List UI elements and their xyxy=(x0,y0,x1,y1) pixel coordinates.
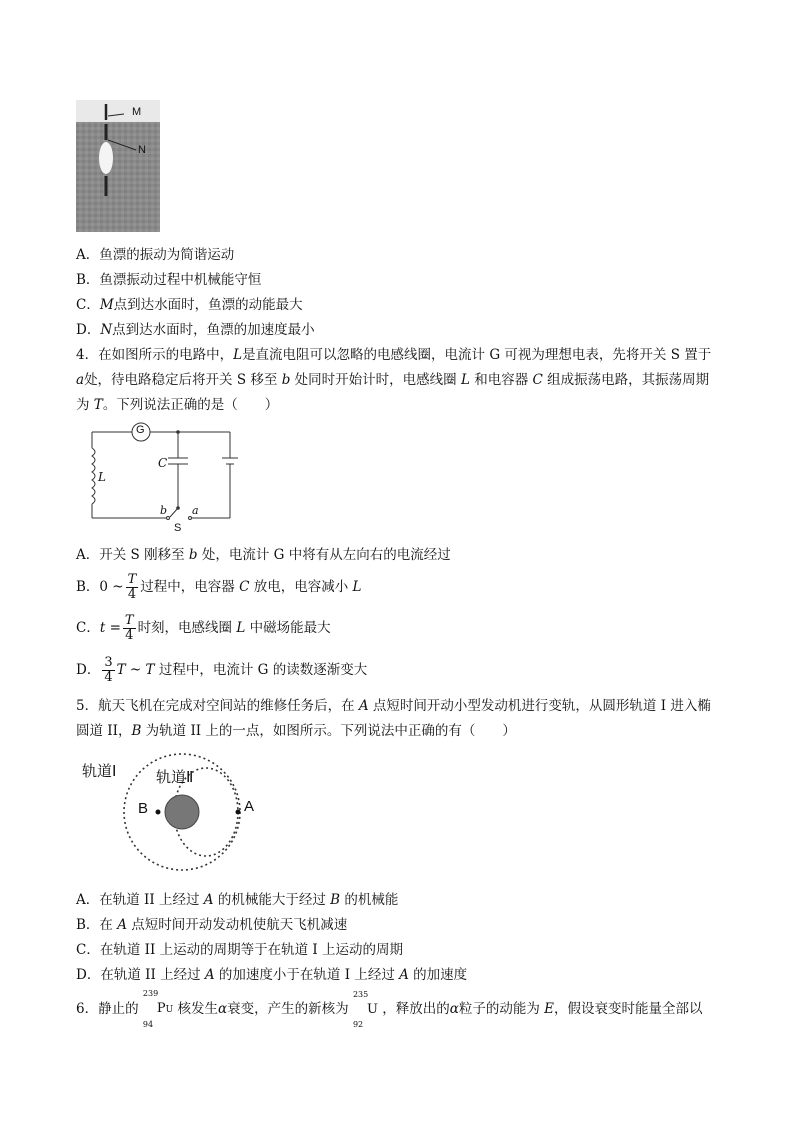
q3-option-b: B．鱼漂振动过程中机械能守恒 xyxy=(76,272,262,288)
plutonium-nuclide: 239 94 PU xyxy=(142,989,174,1029)
fishing-float-figure xyxy=(76,100,160,232)
orbit-2-label: 轨道Ⅱ xyxy=(156,769,194,786)
q4-stem-line3: 为 T。下列说法正确的是（ ） xyxy=(76,397,279,413)
fraction-3-over-4: $\frac{3}{4}$ xyxy=(104,655,113,685)
uranium-nuclide: 235 92 U xyxy=(352,989,378,1029)
q4-stem-line1: 4．在如图所示的电路中，L是直流电阻可以忽略的电感线圈，电流计 G 可视为理想电表，先将开关 S 置于 xyxy=(76,347,712,363)
fraction-t-over-4: $\frac{T}{4}$ xyxy=(124,613,134,643)
q5-option-a: A．在轨道 II 上经过 A 的机械能大于经过 B 的机械能 xyxy=(76,892,399,908)
point-a-label: A xyxy=(244,798,255,815)
fraction-t-over-4: $\frac{T}{4}$ xyxy=(127,572,137,602)
q4-option-a: A．开关 S 刚移至 b 处，电流计 G 中将有从左向右的电流经过 xyxy=(76,547,451,563)
q5-stem-line1: 5．航天飞机在完成对空间站的维修任务后，在 A 点短时间开动小型发动机进行变轨，从圆形轨道 I 进入椭 xyxy=(76,698,711,714)
q3-option-c: C．M点到达水面时，鱼漂的动能最大 xyxy=(76,297,303,313)
switch-s-label: S xyxy=(174,522,182,534)
q5-option-c: C．在轨道 II 上运动的周期等于在轨道 I 上运动的周期 xyxy=(76,942,403,958)
q5-option-d: D．在轨道 II 上经过 A 的加速度小于在轨道 I 上经过 A 的加速度 xyxy=(76,967,468,983)
capacitor-label: C xyxy=(158,456,168,470)
q5-option-b: B．在 A 点短时间开动发动机使航天飞机减速 xyxy=(76,917,348,933)
circuit-figure xyxy=(80,420,250,540)
q4-option-b: B．0 ~ $\frac{T}{4}$ 过程中，电容器 C 放电，电容减小 L xyxy=(76,572,362,602)
q4-option-c: C．t = $\frac{T}{4}$ 时刻，电感线圈 L 中磁场能最大 xyxy=(76,613,331,643)
q5-stem-line2: 圆道 II，B 为轨道 II 上的一点，如图所示。下列说法中正确的有（ ） xyxy=(76,723,516,739)
q4-option-d: D． $\frac{3}{4}$ T ~ T 过程中，电流计 G 的读数逐渐变大 xyxy=(76,655,368,685)
q3-option-a: A．鱼漂的振动为简谐运动 xyxy=(76,247,235,263)
galvanometer-label: G xyxy=(136,424,145,436)
label-n: N xyxy=(138,144,146,156)
switch-b-label: b xyxy=(160,504,168,517)
orbit-1-label: 轨道Ⅰ xyxy=(82,763,117,780)
fishing-float-photo xyxy=(76,100,160,232)
q3-option-d: D．N点到达水面时，鱼漂的加速度最小 xyxy=(76,322,315,338)
point-b-label: B xyxy=(138,800,149,817)
inductor-label: L xyxy=(98,470,106,484)
switch-a-label: a xyxy=(192,504,199,517)
q6-stem: 6．静止的 239 94 PU 核发生α衰变，产生的新核为 235 92 U ，释放出的α粒子的动能为 E，假设衰变时能量全部以 xyxy=(76,989,703,1029)
q4-stem-line2: a处，待电路稳定后将开关 S 移至 b 处同时开始计时，电感线圈 L 和电容器 C 组成振荡电路，其振荡周期 xyxy=(76,372,710,388)
label-m: M xyxy=(132,106,142,118)
orbit-figure xyxy=(76,750,276,875)
